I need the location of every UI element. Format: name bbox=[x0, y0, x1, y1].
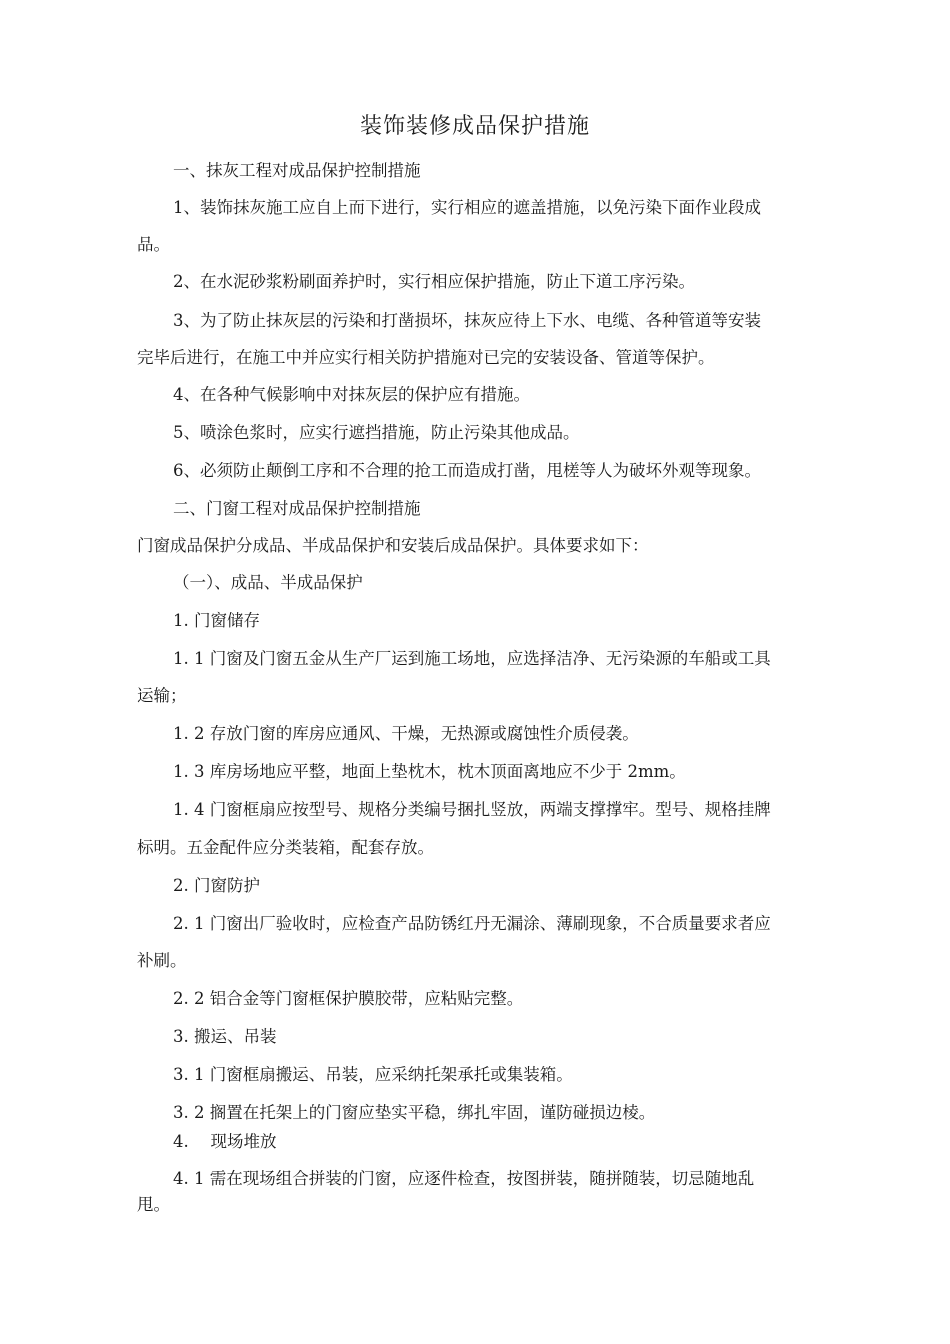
paragraph-line: 3. 2 搁置在托架上的门窗应垫实平稳，绑扎牢固，谨防碰损边棱。 bbox=[173, 1103, 656, 1122]
paragraph-line: 完毕后进行，在施工中并应实行相关防护措施对已完的安装设备、管道等保护。 bbox=[137, 348, 715, 367]
paragraph-line: 2. 2 铝合金等门窗框保护膜胶带，应粘贴完整。 bbox=[173, 989, 524, 1008]
paragraph-line: 4、在各种气候影响中对抹灰层的保护应有措施。 bbox=[173, 385, 530, 404]
paragraph-line: 2. 1 门窗出厂验收时，应检查产品防锈红丹无漏涂、薄刷现象，不合质量要求者应 bbox=[173, 914, 771, 933]
document-title: 装饰装修成品保护措施 bbox=[359, 114, 590, 139]
paragraph-line: 5、喷涂色浆时，应实行遮挡措施，防止污染其他成品。 bbox=[173, 423, 580, 442]
paragraph-line: 6、必须防止颠倒工序和不合理的抢工而造成打凿，甩槎等人为破坏外观等现象。 bbox=[173, 461, 761, 480]
paragraph-line: 1. 1 门窗及门窗五金从生产厂运到施工场地，应选择洁净、无污染源的车船或工具 bbox=[173, 649, 771, 668]
item-heading: 1. 门窗储存 bbox=[173, 611, 260, 630]
section-heading: 一、抹灰工程对成品保护控制措施 bbox=[173, 161, 421, 180]
paragraph-line: 1. 3 库房场地应平整，地面上垫枕木，枕木顶面离地应不少于 2mm。 bbox=[173, 762, 686, 781]
paragraph-line: 门窗成品保护分成品、半成品保护和安装后成品保护。具体要求如下： bbox=[137, 536, 649, 555]
paragraph-line: 1. 4 门窗框扇应按型号、规格分类编号捆扎竖放，两端支撑撑牢。型号、规格挂牌 bbox=[173, 800, 771, 819]
paragraph-line: 3、为了防止抹灰层的污染和打凿损坏，抹灰应待上下水、电缆、各种管道等安装 bbox=[173, 311, 761, 330]
section-heading: 二、门窗工程对成品保护控制措施 bbox=[173, 499, 421, 518]
paragraph-line: 1、装饰抹灰施工应自上而下进行，实行相应的遮盖措施，以免污染下面作业段成 bbox=[173, 198, 761, 217]
paragraph-line: 4. 1 需在现场组合拼装的门窗，应逐件检查，按图拼装，随拼随装，切忌随地乱 bbox=[173, 1169, 755, 1188]
subsection-heading: （一）、成品、半成品保护 bbox=[173, 573, 363, 592]
paragraph-line: 标明。五金配件应分类装箱，配套存放。 bbox=[137, 838, 434, 857]
paragraph-line: 补刷。 bbox=[137, 951, 187, 970]
item-heading: 4. 现场堆放 bbox=[173, 1132, 277, 1151]
item-heading: 2. 门窗防护 bbox=[173, 876, 260, 895]
paragraph-line: 运输； bbox=[137, 686, 187, 705]
paragraph-line: 3. 1 门窗框扇搬运、吊装，应采纳托架承托或集装箱。 bbox=[173, 1065, 573, 1084]
paragraph-line: 品。 bbox=[137, 235, 170, 254]
paragraph-line: 甩。 bbox=[137, 1195, 170, 1214]
paragraph-line: 2、在水泥砂浆粉刷面养护时，实行相应保护措施，防止下道工序污染。 bbox=[173, 272, 695, 291]
item-heading: 3. 搬运、吊装 bbox=[173, 1027, 277, 1046]
paragraph-line: 1. 2 存放门窗的库房应通风、干燥，无热源或腐蚀性介质侵袭。 bbox=[173, 724, 639, 743]
